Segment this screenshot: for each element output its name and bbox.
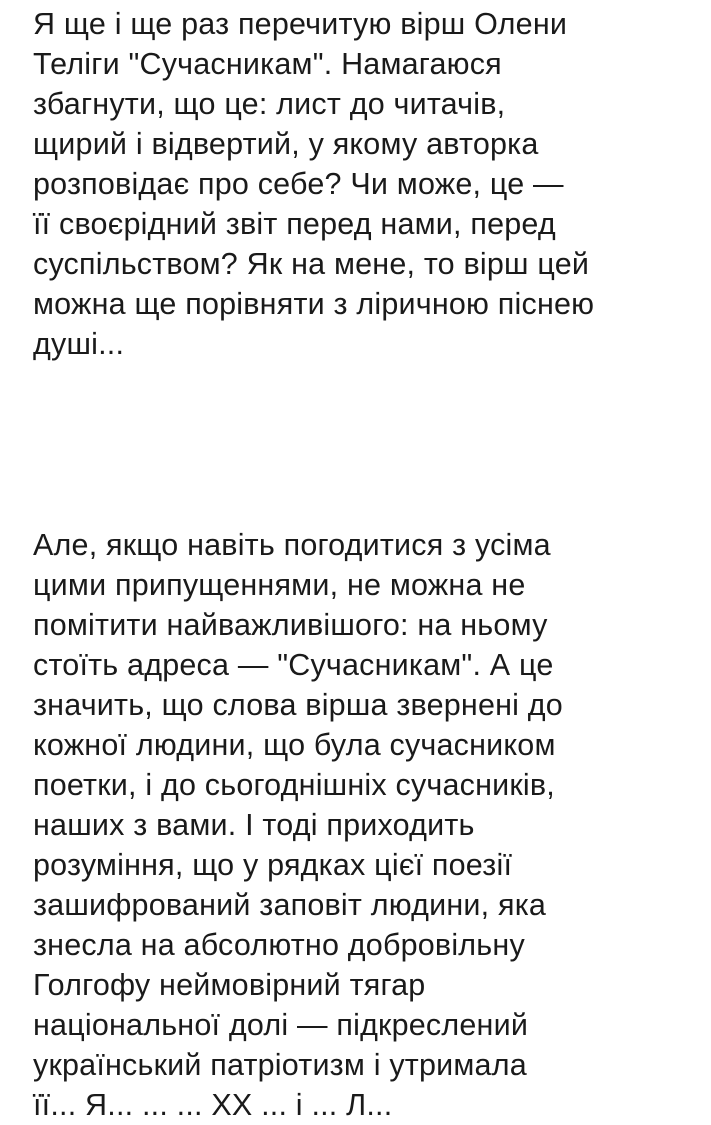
text-line: помітити найважливішого: на ньому bbox=[33, 608, 548, 642]
text-line: зашифрований заповіт людини, яка bbox=[33, 888, 547, 922]
text-line: розповідає про себе? Чи може, це — bbox=[33, 167, 564, 201]
text-line: збагнути, що це: лист до читачів, bbox=[33, 87, 506, 121]
text-line: можна ще порівняти з ліричною піснею bbox=[33, 287, 595, 321]
text-line: розуміння, що у рядках цієї поезії bbox=[33, 848, 513, 882]
text-line: Голгофу неймовірний тягар bbox=[33, 968, 426, 1002]
text-line: Але, якщо навіть погодитися з усіма bbox=[33, 528, 551, 562]
text-line: український патріотизм і утримала bbox=[33, 1048, 527, 1082]
text-line: Я ще і ще раз перечитую вірш Олени bbox=[33, 7, 568, 41]
text-line: душі... bbox=[33, 327, 125, 361]
text-line: суспільством? Як на мене, то вірш цей bbox=[33, 247, 590, 281]
text-line: поетки, і до сьогоднішніх сучасників, bbox=[33, 768, 555, 802]
text-line-cut: її... Я... ... ... ХХ ... і ... Л... bbox=[33, 1088, 393, 1122]
text-line: стоїть адреса — "Сучасникам". А це bbox=[33, 648, 554, 682]
text-line: цими припущеннями, не можна не bbox=[33, 568, 526, 602]
text-line: Теліги "Сучасникам". Намагаюся bbox=[33, 47, 502, 81]
text-line: національної долі — підкреслений bbox=[33, 1008, 529, 1042]
text-line: знесла на абсолютно добровільну bbox=[33, 928, 525, 962]
text-line: щирий і відвертий, у якому авторка bbox=[33, 127, 539, 161]
text-line: наших з вами. І тоді приходить bbox=[33, 808, 475, 842]
text-line: значить, що слова вірша звернені до bbox=[33, 688, 563, 722]
text-line: її своєрідний звіт перед нами, перед bbox=[33, 207, 556, 241]
text-line: кожної людини, що була сучасником bbox=[33, 728, 556, 762]
